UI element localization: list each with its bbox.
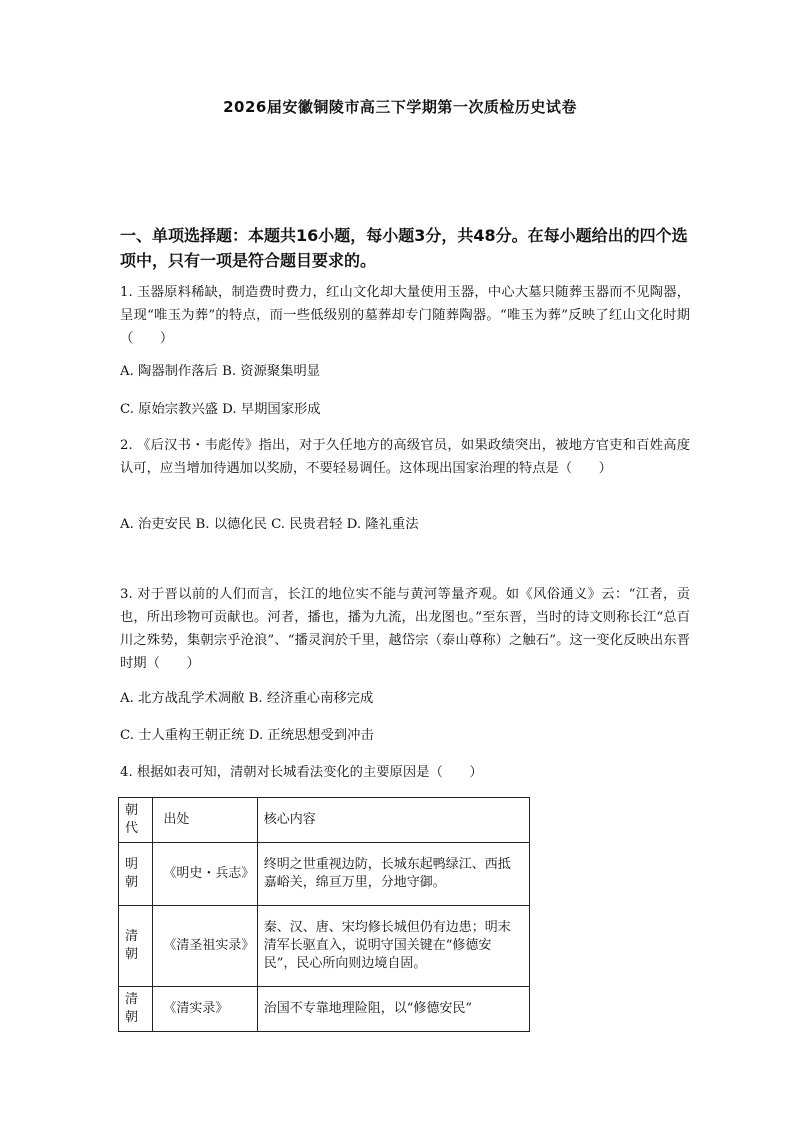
table-row [119, 906, 530, 987]
question-4-stem: 4. 根据如表可知，清朝对长城看法变化的主要原因是（ ） [120, 765, 483, 780]
question-3-stem: 3. 对于晋以前的人们而言，长江的地位实不能与黄河等量齐观。如《风俗通义》云：“江者，贡也，所出珍物可贡献也。河者，播也，播为九流，出龙图也。”至东晋，当时的诗文则称长江“总百川之殊势，集朝宗乎沧浪”、“播灵润於千里，越岱宗（泰山尊称）之触石”。这一变化反映出东晋时期（ ） [120, 587, 690, 671]
cell-dynasty: 明朝 [119, 843, 153, 906]
question-1-options-ab: A. 陶器制作落后 B. 资源聚集明显 [120, 364, 321, 379]
great-wall-table [118, 797, 530, 1032]
header-content: 核心内容 [257, 798, 529, 843]
cell-content: 治国不专靠地理险阻，以“修德安民” [257, 987, 529, 1032]
section-heading: 一、单项选择题：本题共16小题，每小题3分，共48分。在每小题给出的四个选项中，只有一项是符合题目要求的。 [120, 226, 688, 270]
cell-content: 秦、汉、唐、宋均修长城但仍有边患；明末清军长驱直入，说明守国关键在“修德安民”，民心所向则边境自固。 [257, 906, 529, 987]
cell-content: 终明之世重视边防，长城东起鸭绿江、西抵嘉峪关，绵亘万里，分地守御。 [257, 843, 529, 906]
cell-dynasty: 清朝 [119, 906, 153, 987]
table-header-row [119, 798, 530, 843]
page-title: 2026届安徽铜陵市高三下学期第一次质检历史试卷 [223, 98, 577, 116]
table-row [119, 843, 530, 906]
question-3-options-cd: C. 士人重构王朝正统 D. 正统思想受到冲击 [120, 728, 374, 743]
question-2-options: A. 治吏安民 B. 以德化民 C. 民贵君轻 D. 隆礼重法 [120, 517, 419, 532]
cell-dynasty: 清朝 [119, 987, 153, 1032]
cell-source: 《明史・兵志》 [153, 843, 257, 906]
cell-source: 《清圣祖实录》 [153, 906, 257, 987]
question-2-stem: 2. 《后汉书・韦彪传》指出，对于久任地方的高级官员，如果政绩突出，被地方官吏和百姓高度认可，应当增加待遇加以奖励，不要轻易调任。这体现出国家治理的特点是（ ） [120, 438, 690, 476]
table-row [119, 987, 530, 1032]
question-1-options-cd: C. 原始宗教兴盛 D. 早期国家形成 [120, 402, 321, 417]
header-dynasty: 朝代 [119, 798, 153, 843]
header-source: 出处 [153, 798, 257, 843]
question-1-stem: 1. 玉器原料稀缺，制造费时费力，红山文化却大量使用玉器，中心大墓只随葬玉器而不见陶器，呈现“唯玉为葬”的特点，而一些低级别的墓葬却专门随葬陶器。“唯玉为葬”反映了红山文化时期（ ） [120, 285, 690, 346]
cell-source: 《清实录》 [153, 987, 257, 1032]
question-3-options-ab: A. 北方战乱学术凋敝 B. 经济重心南移完成 [120, 691, 374, 706]
